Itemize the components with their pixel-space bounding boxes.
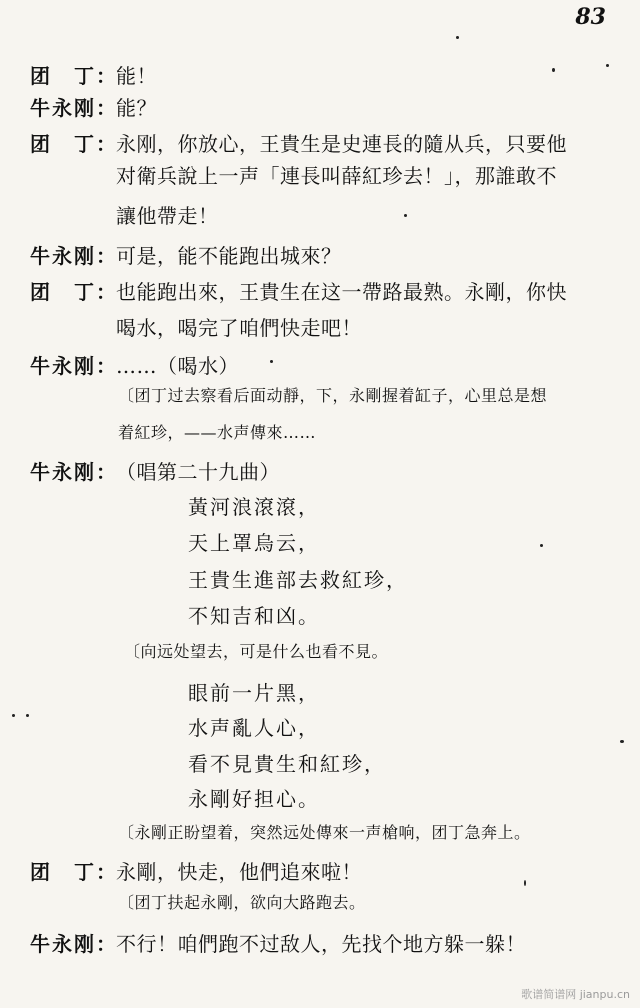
dialogue-line [30,456,280,485]
song-verse-line: 看不見貴生和紅珍， [188,752,386,776]
speech-text: 永剛，快走，他們追來啦！ [116,860,362,884]
dialogue-line [30,128,567,157]
song-verse-line: 黃河浪滾滾， [188,495,320,519]
speaker-name: 团 丁： [30,280,118,304]
stage-direction: 〔团丁扶起永剛，欲向大路跑去。 [118,893,366,912]
stage-direction: 〔永剛正盼望着，突然远处傳來一声槍响，团丁急奔上。 [118,823,531,842]
speaker-name: 牛永刚： [30,244,118,268]
dialogue-line [30,92,157,121]
dialogue-continuation: 讓他帶走！ [116,204,219,228]
stage-direction: 〔向远处望去，可是什么也看不見。 [124,642,389,661]
speaker-name: 牛永刚： [30,96,118,120]
dialogue-line [30,60,157,89]
dialogue-continuation: 喝水，喝完了咱們快走吧！ [116,316,362,340]
scan-speck [552,68,555,72]
song-verse-line: 眼前一片黑， [188,681,320,705]
scan-speck [404,214,407,217]
speaker-name: 团 丁： [30,860,118,884]
scan-speck [270,360,273,363]
scan-speck [620,740,624,743]
speech-text: ……（喝水） [116,354,239,378]
dialogue-line [30,856,362,885]
song-verse-line: 不知吉和凶。 [188,604,320,628]
page-number: 83 [575,4,606,30]
speaker-name: 牛永刚： [30,932,118,956]
speaker-name: 团 丁： [30,132,118,156]
song-verse-line: 王貴生進部去救紅珍， [188,568,408,592]
dialogue-continuation: 对衛兵說上一声「連長叫薛紅珍去！」，那誰敢不 [116,164,557,188]
scan-speck [12,714,15,717]
speaker-name: 牛永刚： [30,460,118,484]
speech-text: 能！ [116,64,157,88]
song-verse-line: 天上罩烏云， [188,531,320,555]
stage-direction: 着紅珍，——水声傳來…… [118,423,317,442]
stage-direction: 〔团丁过去察看后面动靜，下，永剛握着缸子，心里总是想 [118,386,548,405]
song-verse-line: 永剛好担心。 [188,787,320,811]
scan-speck [540,544,543,547]
dialogue-line [30,928,526,957]
song-verse-line: 水声亂人心， [188,716,320,740]
speech-text: 不行！咱們跑不过敌人，先找个地方躲一躲！ [116,932,526,956]
dialogue-line [30,240,342,269]
speech-text: 永刚，你放心，王貴生是史連長的隨从兵，只要他 [116,132,567,156]
speaker-name: 团 丁： [30,64,118,88]
speech-text: 能？ [116,96,157,120]
watermark: 歌谱简谱网 jianpu.cn [521,988,630,1001]
scan-speck [524,880,526,886]
speech-text: 也能跑出來，王貴生在这一帶路最熟。永剛，你快 [116,280,567,304]
speech-text: 可是，能不能跑出城來？ [116,244,342,268]
scan-speck [26,714,29,717]
scan-speck [456,36,459,39]
dialogue-line [30,276,567,305]
speech-text: （唱第二十九曲） [116,460,280,484]
scan-speck [606,64,609,67]
speaker-name: 牛永刚： [30,354,118,378]
dialogue-line [30,350,239,379]
